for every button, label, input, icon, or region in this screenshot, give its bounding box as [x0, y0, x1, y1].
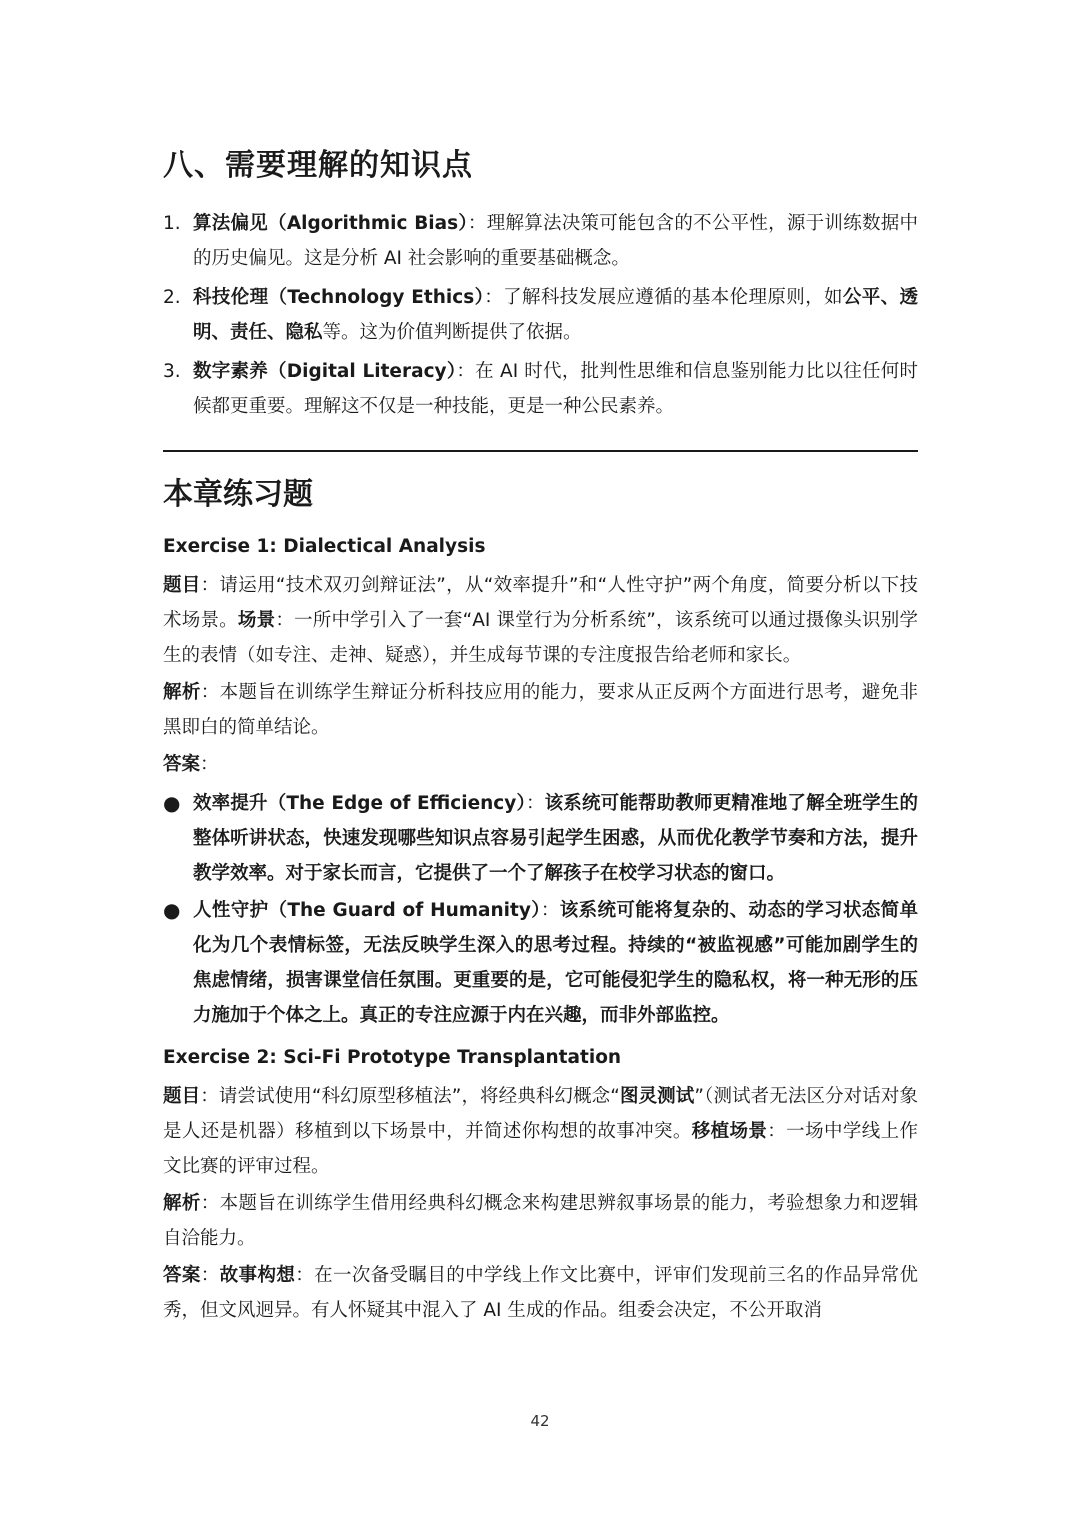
list-number: 1. — [163, 213, 181, 234]
exercise-2-analysis: 解析：本题旨在训练学生借用经典科幻概念来构建思辨叙事场景的能力，考验想象力和逻辑自洽能力。 — [163, 1193, 918, 1249]
exercise-1-analysis: 解析：本题旨在训练学生辩证分析科技应用的能力，要求从正反两个方面进行思考，避免非黑即白的简单结论。 — [163, 682, 918, 738]
list-item — [163, 893, 918, 1033]
list-item — [163, 206, 918, 276]
page-number: 42 — [530, 1412, 550, 1430]
page-content — [163, 140, 918, 1330]
term: 算法偏见（Algorithmic Bias） — [193, 213, 468, 234]
list-number: 2. — [163, 287, 181, 308]
section-divider — [163, 450, 918, 452]
list-number: 3. — [163, 361, 181, 382]
exercise-2-question: 题目：请尝试使用“科幻原型移植法”，将经典科幻概念“图灵测试”（测试者无法区分对话对象是人还是机器）移植到以下场景中，并简述你构想的故事冲突。移植场景：一场中学线上作文比赛的评审过程。 — [163, 1086, 918, 1177]
list-text: 效率提升（The Edge of Efficiency）：该系统可能帮助教师更精准地了解全班学生的整体听讲状态，快速发现哪些知识点容易引起学生困惑，从而优化教学节奏和方法，提升教学效率。对于家长而言，它提供了一个了解孩子在校学习状态的窗口。 — [193, 793, 918, 884]
section-title: 八、需要理解的知识点 — [163, 148, 473, 183]
exercise-1-title: Exercise 1: Dialectical Analysis — [163, 536, 486, 557]
term: 科技伦理（Technology Ethics） — [193, 287, 485, 308]
list-item — [163, 280, 918, 350]
list-item — [163, 354, 918, 424]
exercise-1-answer-list — [163, 786, 918, 1033]
list-text: 科技伦理（Technology Ethics）：了解科技发展应遵循的基本伦理原则，如公平、透明、责任、隐私等。这为价值判断提供了依据。 — [193, 287, 918, 343]
bullet-icon: ● — [163, 898, 181, 922]
exercise-2-answer: 答案：故事构想：在一次备受瞩目的中学线上作文比赛中，评审们发现前三名的作品异常优秀，但文风迥异。有人怀疑其中混入了 AI 生成的作品。组委会决定，不公开取消 — [163, 1265, 918, 1321]
exercise-1-answer-label: 答案： — [163, 754, 219, 775]
list-text: 数字素养（Digital Literacy）：在 AI 时代，批判性思维和信息鉴别能力比以往任何时候都更重要。理解这不仅是一种技能，更是一种公民素养。 — [193, 361, 918, 417]
list-text: 算法偏见（Algorithmic Bias）：理解算法决策可能包含的不公平性，源于训练数据中的历史偏见。这是分析 AI 社会影响的重要基础概念。 — [193, 213, 918, 269]
term: 数字素养（Digital Literacy） — [193, 361, 457, 382]
bullet-icon: ● — [163, 791, 181, 815]
exercise-2-title: Exercise 2: Sci-Fi Prototype Transplantation — [163, 1047, 622, 1068]
chapter-title: 本章练习题 — [163, 477, 313, 512]
exercise-1-question: 题目：请运用“技术双刃剑辩证法”，从“效率提升”和“人性守护”两个角度，简要分析以下技术场景。场景：一所中学引入了一套“AI 课堂行为分析系统”，该系统可以通过摄像头识别学生的表情（如专注、走神、疑惑），并生成每节课的专注度报告给老师和家长。 — [163, 575, 918, 666]
knowledge-point-list — [163, 206, 918, 424]
list-item — [163, 786, 918, 891]
list-text: 人性守护（The Guard of Humanity）：该系统可能将复杂的、动态的学习状态简单化为几个表情标签，无法反映学生深入的思考过程。持续的“被监视感”可能加剧学生的焦虑情绪，损害课堂信任氛围。更重要的是，它可能侵犯学生的隐私权，将一种无形的压力施加于个体之上。真正的专注应源于内在兴趣，而非外部监控。 — [193, 900, 918, 1026]
